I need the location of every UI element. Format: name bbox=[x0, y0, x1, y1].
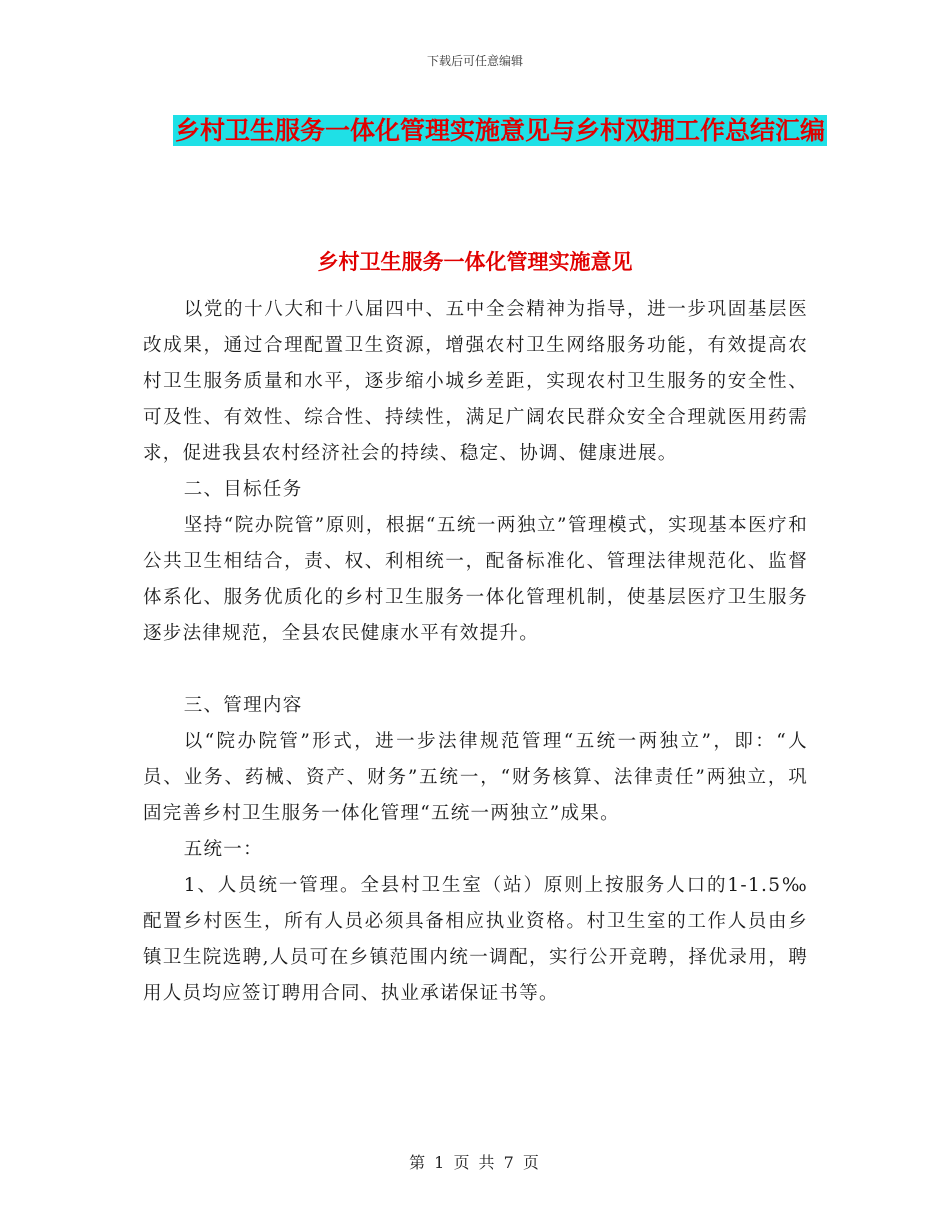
section-title: 乡村卫生服务一体化管理实施意见 bbox=[317, 249, 633, 274]
page-number-footer: 第 1 页 共 7 页 bbox=[409, 1153, 541, 1172]
paragraph-goals: 坚持“院办院管”原则，根据“五统一两独立”管理模式，实现基本医疗和公共卫生相结合，责、权、利相统一，配备标准化、管理法律规范化、监督体系化、服务优质化的乡村卫生服务一体化管理机制，使基层医疗卫生服务逐步法律规范，全县农民健康水平有效提升。 bbox=[143, 515, 808, 644]
paragraph-management: 以“院办院管”形式，进一步法律规范管理“五统一两独立”，即：“人员、业务、药械、资产、财务”五统一，“财务核算、法律责任”两独立，巩固完善乡村卫生服务一体化管理“五统一两独立”成果。 bbox=[143, 731, 808, 824]
document-main-title bbox=[140, 108, 860, 154]
heading-management: 三、管理内容 bbox=[183, 695, 303, 716]
paragraph-personnel: 1、人员统一管理。全县村卫生室（站）原则上按服务人口的1-1.5‰配置乡村医生，所有人员必须具备相应执业资格。村卫生室的工作人员由乡镇卫生院选聘,人员可在乡镇范围内统一调配，实行公开竞聘，择优录用，聘用人员均应签订聘用合同、执业承诺保证书等。 bbox=[143, 875, 808, 1004]
main-title-text: 乡村卫生服务一体化管理实施意见与乡村双拥工作总结汇编 bbox=[174, 116, 825, 145]
header-note: 下载后可任意编辑 bbox=[426, 54, 523, 68]
heading-goals: 二、目标任务 bbox=[183, 479, 303, 500]
document-body bbox=[143, 292, 808, 1012]
paragraph-intro: 以党的十八大和十八届四中、五中全会精神为指导，进一步巩固基层医改成果，通过合理配置卫生资源，增强农村卫生网络服务功能，有效提高农村卫生服务质量和水平，逐步缩小城乡差距，实现农村卫生服务的安全性、可及性、有效性、综合性、持续性，满足广阔农民群众安全合理就医用药需求，促进我县农村经济社会的持续、稳定、协调、健康进展。 bbox=[143, 299, 808, 464]
heading-five-unified: 五统一： bbox=[183, 839, 263, 860]
